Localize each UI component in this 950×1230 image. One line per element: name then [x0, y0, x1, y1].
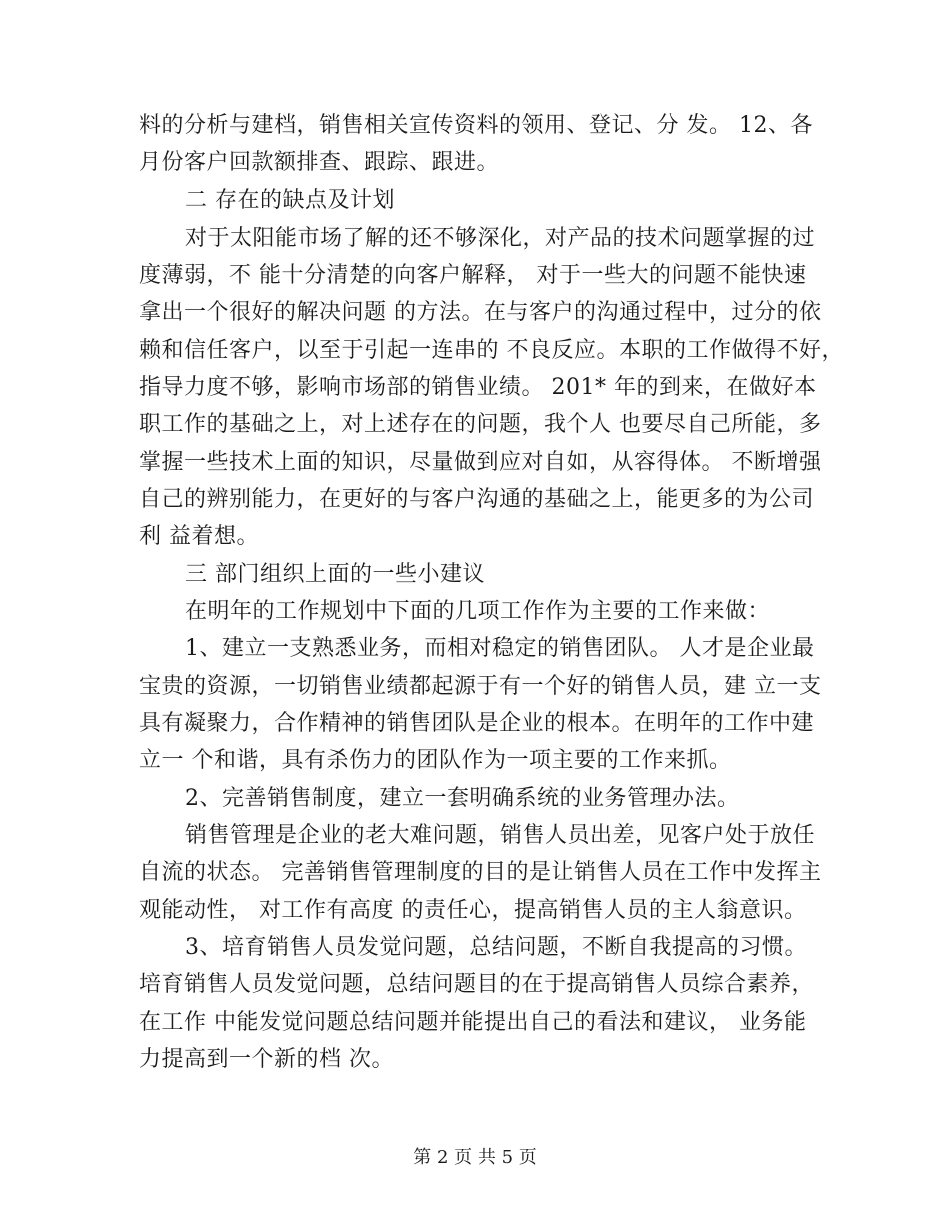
text-line: 自己的辨别能力，在更好的与客户沟通的基础之上，能更多的为公司: [139, 487, 815, 512]
page-number: 第 2 页 共 5 页: [413, 1147, 537, 1168]
text-line: 拿出一个很好的解决问题 的方法。在与客户的沟通过程中，过分的依: [139, 300, 822, 325]
text-line: 职工作的基础之上，对上述存在的问题，我个人 也要尽自己所能，多: [139, 412, 822, 437]
text-line: 宝贵的资源，一切销售业绩都起源于有一个好的销售人员，建 立一支: [139, 674, 822, 699]
text-line: 力提高到一个新的档 次。: [139, 1047, 394, 1072]
text-line: 在工作 中能发觉问题总结问题并能提出自己的看法和建议， 业务能: [139, 1010, 807, 1035]
text-line: 掌握一些技术上面的知识，尽量做到应对自如，从容得体。 不断增强: [139, 450, 822, 475]
text-line: 对于太阳能市场了解的还不够深化，对产品的技术问题掌握的过: [185, 226, 816, 251]
text-line: 利 益着想。: [139, 524, 259, 549]
text-line: 指导力度不够，影响市场部的销售业绩。 201* 年的到来，在做好本: [139, 375, 817, 400]
text-line: 观能动性， 对工作有高度 的责任心，提高销售人员的主人翁意识。: [139, 898, 807, 923]
text-line: 立一 个和谐，具有杀伤力的团队作为一项主要的工作来抓。: [139, 748, 732, 773]
text-line: 培育销售人员发觉问题，总结问题目的在于提高销售人员综合素养，: [139, 972, 815, 997]
text-line: 自流的状态。 完善销售管理制度的目的是让销售人员在工作中发挥主: [139, 860, 822, 885]
text-line: 3、培育销售人员发觉问题，总结问题，不断自我提高的习惯。: [185, 935, 807, 960]
text-line: 具有凝聚力，合作精神的销售团队是企业的根本。在明年的工作中建: [139, 711, 815, 736]
section-heading: 二 存在的缺点及计划: [185, 188, 395, 213]
text-line: 销售管理是企业的老大难问题，销售人员出差，见客户处于放任: [185, 823, 816, 848]
section-heading: 三 部门组织上面的一些小建议: [185, 562, 485, 587]
text-line: 月份客户回款额排查、跟踪、跟进。: [139, 150, 500, 175]
text-line: 在明年的工作规划中下面的几项工作作为主要的工作来做：: [185, 599, 771, 624]
text-line: 1、建立一支熟悉业务，而相对稳定的销售团队。 人才是企业最: [185, 636, 815, 661]
text-line: 度薄弱，不 能十分清楚的向客户解释， 对于一些大的问题不能快速: [139, 263, 807, 288]
text-line: 料的分析与建档，销售相关宣传资料的领用、登记、分 发。 12、各: [139, 113, 813, 138]
text-line: 赖和信任客户，以至于引起一连串的 不良反应。本职的工作做得不好，: [139, 338, 844, 363]
text-line: 2、完善销售制度，建立一套明确系统的业务管理办法。: [185, 786, 740, 811]
